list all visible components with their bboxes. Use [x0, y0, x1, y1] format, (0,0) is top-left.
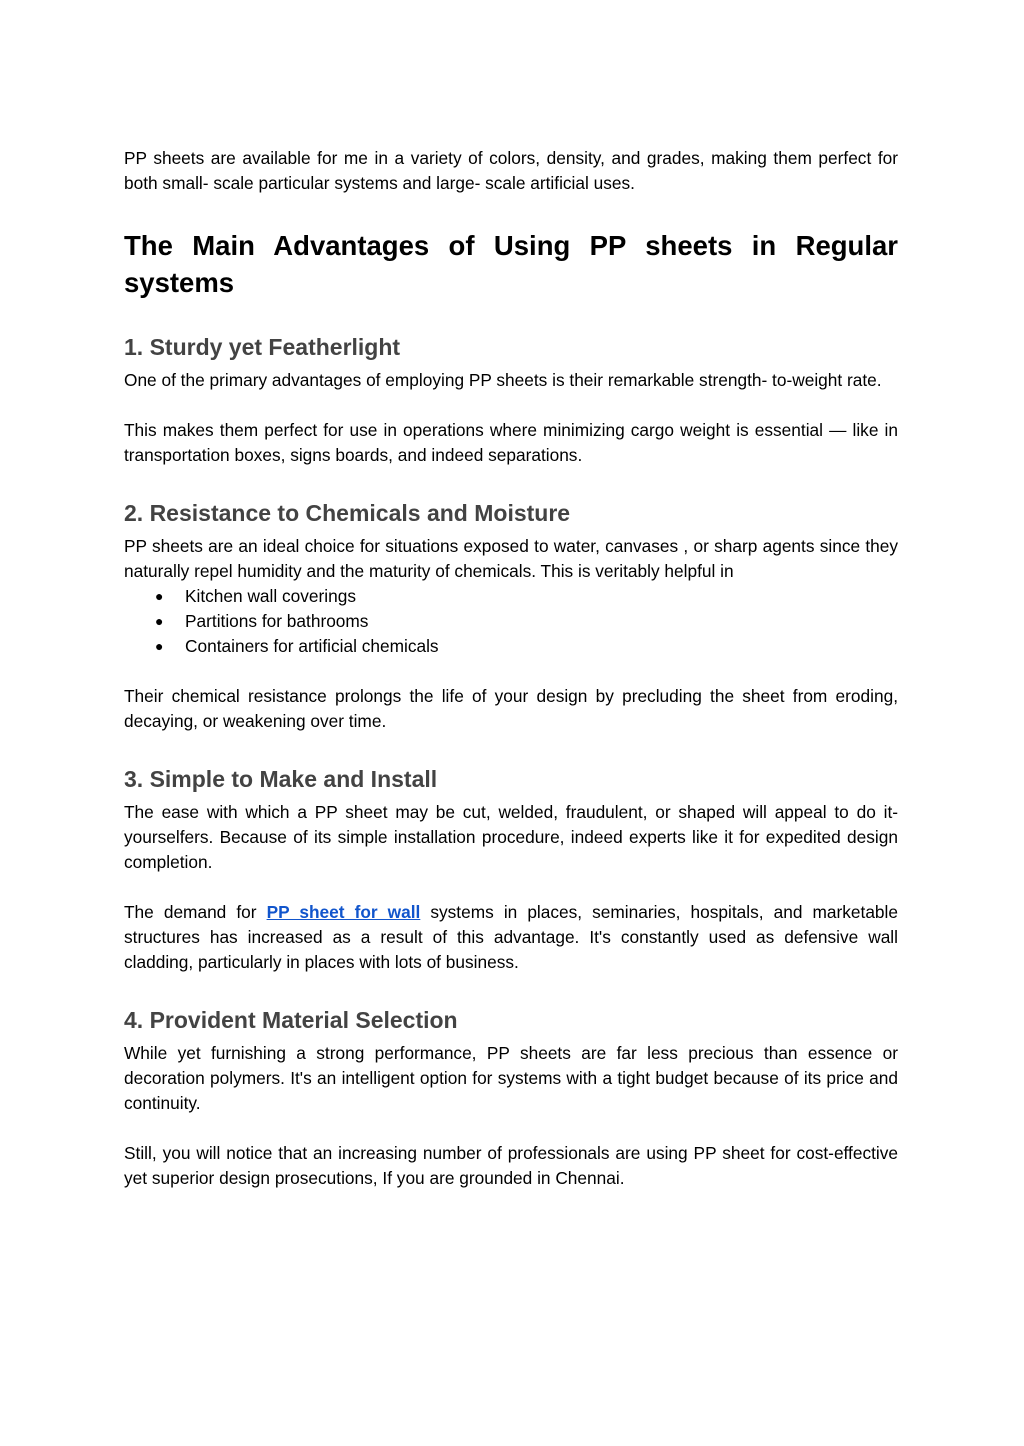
- section-heading-1: 1. Sturdy yet Featherlight: [124, 334, 401, 360]
- section-2-paragraph-1: PP sheets are an ideal choice for situations exposed to water, canvases , or sharp agents since they naturally repel humidity and the maturity of chemicals. This is veritably helpful in: [124, 536, 898, 581]
- bullet-icon: ●: [155, 638, 164, 654]
- spacer: [124, 196, 898, 228]
- document-page: [124, 146, 898, 1191]
- main-heading: [124, 228, 898, 301]
- section-3-paragraph-2: The demand for PP sheet for wall systems in places, seminaries, hospitals, and marketable structures has increased as a result of this advantage. It's constantly used as defensive wall cladding, particularly in places with lots of business.: [124, 902, 898, 972]
- section-heading-4: 4. Provident Material Selection: [124, 1007, 458, 1033]
- section-4-paragraph-1: While yet furnishing a strong performance, PP sheets are far less precious than essence or decoration polymers. It's an intelligent option for systems with a tight budget because of its price and continuity.: [124, 1043, 898, 1113]
- spacer: [124, 301, 898, 333]
- intro-paragraph: PP sheets are available for me in a variety of colors, density, and grades, making them perfect for both small- scale particular systems and large- scale artificial uses.: [124, 148, 898, 193]
- main-heading-line-2: systems: [124, 266, 235, 298]
- list-item: ● Containers for artificial chemicals: [124, 634, 898, 659]
- section-heading-3: 3. Simple to Make and Install: [124, 766, 438, 792]
- section-1-paragraph-2: This makes them perfect for use in operations where minimizing cargo weight is essential — like in transportation boxes, signs boards, and indeed separations.: [124, 420, 898, 465]
- section-heading-2: 2. Resistance to Chemicals and Moisture: [124, 500, 571, 526]
- section-2-paragraph-2: Their chemical resistance prolongs the life of your design by precluding the sheet from eroding, decaying, or weakening over time.: [124, 686, 898, 731]
- bullet-list: [124, 584, 898, 659]
- list-item: ● Kitchen wall coverings: [124, 584, 898, 609]
- main-heading-line-1: The Main Advantages of Using PP sheets in Regular: [124, 230, 898, 261]
- section-3-paragraph-1: The ease with which a PP sheet may be cut, welded, fraudulent, or shaped will appeal to do it- yourselfers. Because of its simple installation procedure, indeed experts like it for expedited design completion.: [124, 802, 898, 872]
- pp-sheet-for-wall-link[interactable]: PP sheet for wall: [266, 902, 421, 922]
- section-4-paragraph-2: Still, you will notice that an increasing number of professionals are using PP sheet for cost-effective yet superior design prosecutions, If you are grounded in Chennai.: [124, 1143, 898, 1188]
- section-1-paragraph-1: One of the primary advantages of employing PP sheets is their remarkable strength- to-weight rate.: [124, 370, 882, 390]
- list-item: ● Partitions for bathrooms: [124, 609, 898, 634]
- bullet-icon: ●: [155, 613, 164, 629]
- bullet-icon: ●: [155, 588, 164, 604]
